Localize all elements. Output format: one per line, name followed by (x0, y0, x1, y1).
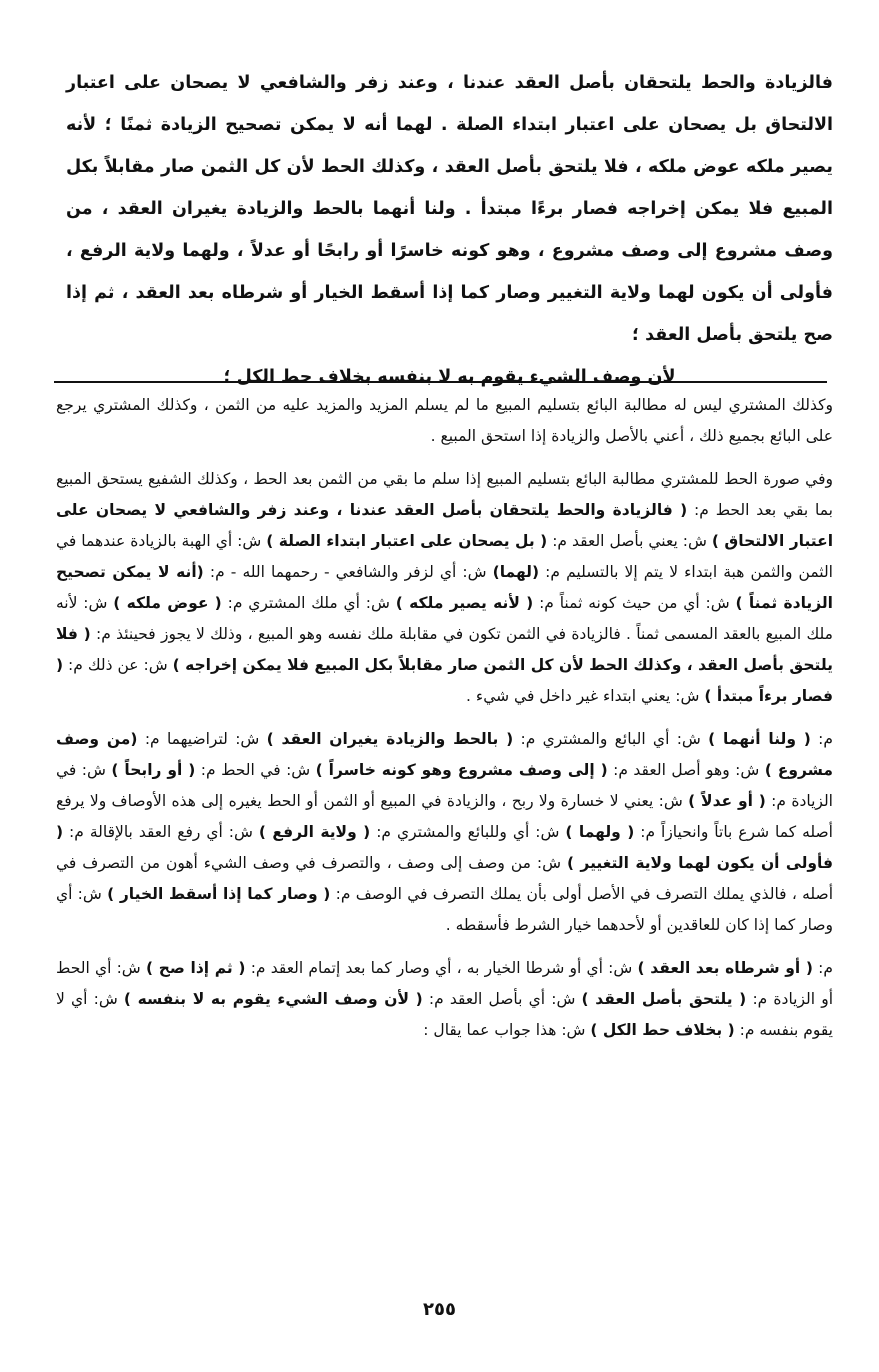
commentary-text: ش: لتراضيهما م: (137, 730, 267, 748)
commentary-line: وكذلك المشتري يرجع على البائع بجميع ذلك ، أعني بالأصل والزيادة إذا استحق المبيع . (56, 396, 833, 445)
quoted-matn: (أنه لا يمكن تصحيح الزيادة ثمناً ) (56, 563, 833, 612)
quoted-matn: ( ثم إذا صح ) (145, 959, 246, 977)
quoted-matn: ( بالحط والزيادة يغيران العقد ) (266, 730, 514, 748)
commentary-text: ش: هذا جواب عما يقال : (423, 1021, 591, 1039)
commentary-text: ش: يعني بأصل العقد م: (547, 532, 712, 550)
main-last-line: لأن وصف الشيء يقوم به لا بنفسه بخلاف حط الكل ؛ (223, 367, 676, 387)
commentary-paragraph-2 (56, 464, 833, 712)
quoted-matn: ( فصار برءاً مبتدأ ) (56, 656, 833, 705)
commentary-text: ش: من وصف إلى وصف ، والتصرف في وصف الشيء أهون من التصرف في أصله ، فالذي يملك التصرف في الأصل أولى بأن يملك التصرف في الوصف م: (56, 854, 834, 903)
quoted-matn: ( بخلاف حط الكل ) (590, 1021, 735, 1039)
quoted-matn: ( وصار كما إذا أسقط الخيار ) (107, 885, 331, 903)
commentary-text: ش: أي وصار كما إذا كان للعاقدين أو لأحدهما خيار الشرط فأسقطه . (56, 885, 833, 934)
quoted-matn: ( أو رابحاً ) (111, 761, 196, 779)
commentary-text: ش: يعني لا خسارة ولا ربح ، والزيادة في المبيع أو الثمن أو الحط يغيره إلى هذه الأوصاف ولا يرفع أصله كما شرع باتاً وانحيازاً م: (56, 792, 833, 841)
quoted-matn: ( أو عدلاً ) (688, 792, 766, 810)
commentary-text: ش: لأنه ملك المبيع بالعقد المسمى ثمناً . فالزيادة في الثمن تكون في مقابلة ملك نفسه وهو المبيع ، وذلك لا يجوز فحينئذ م: (56, 594, 833, 643)
quoted-matn: ( لأن وصف الشيء يقوم به لا بنفسه ) (123, 990, 423, 1008)
quoted-matn: ( بل يصحان على اعتبار ابتداء الصلة ) (266, 532, 548, 550)
commentary-paragraph-3 (56, 724, 833, 941)
commentary (56, 390, 833, 1046)
commentary-text: ش: أي من حيث كونه ثمناً م: (533, 594, 736, 612)
commentary-paragraph-4 (56, 953, 833, 1046)
quoted-matn: ( ولنا أنهما ) (708, 730, 811, 748)
commentary-text: م: (810, 730, 833, 748)
commentary-text: ش: أي الهبة بالزيادة عندهما في الثمن والثمن هبة ابتداء لا يتم إلا بالتسليم م: (56, 532, 833, 581)
separator-rule (54, 381, 827, 383)
commentary-text: ش: أي بأصل العقد م: (422, 990, 582, 1008)
commentary-text: ش: أي أو شرطا الخيار به ، أي وصار كما بعد إتمام العقد م: (245, 959, 638, 977)
quoted-matn: ( فأولى أن يكون لهما ولاية التغيير ) (56, 823, 834, 872)
main-paragraph: فالزيادة والحط يلتحقان بأصل العقد عندنا ، وعند زفر والشافعي لا يصحان على اعتبار الالتحاق بل يصحان على اعتبار ابتداء الصلة . لهما أنه لا يمكن تصحيح الزيادة ثمنًا ؛ لأنه يصير ملكه عوض ملكه ، فلا يلتحق بأصل العقد ، وكذلك الحط لأن كل الثمن صار مقابلاً بكل المبيع فلا يمكن إخراجه فصار برءًا مبتدأ . ولنا أنهما بالحط والزيادة يغيران العقد ، من وصف مشروع إلى وصف مشروع ، وهو كونه خاسرًا أو رابحًا أو عدلاً ، ولهما ولاية الرفع ، فأولى أن يكون لهما ولاية التغيير وصار كما إذا أسقط الخيار أو شرطاه بعد العقد ، ثم إذا صح يلتحق بأصل العقد ؛ (66, 73, 833, 345)
commentary-line: وكذلك المشتري ليس له مطالبة البائع بتسليم المبيع ما لم يسلم المزيد والمزيد عليه من الثمن ، (203, 396, 833, 414)
commentary-text: م: (812, 959, 833, 977)
quoted-matn: ( فلا يلتحق بأصل العقد ، وكذلك الحط لأن كل الثمن صار مقابلاً بكل المبيع فلا يمكن إخراجه ) (56, 625, 833, 674)
quoted-matn: (لهما) (492, 563, 540, 581)
commentary-text: ش: وهو أصل العقد م: (607, 761, 765, 779)
quoted-matn: ( ولهما ) (565, 823, 635, 841)
quoted-matn: ( ولاية الرفع ) (258, 823, 371, 841)
quoted-matn: ( إلى وصف مشروع وهو كونه خاسراً ) (315, 761, 608, 779)
commentary-text: ش: أي ملك المشتري م: (221, 594, 396, 612)
quoted-matn: ( فالزيادة والحط يلتحقان بأصل العقد عندنا ، وعند زفر والشافعي لا يصحان على اعتبار الالتحاق ) (56, 501, 834, 550)
quoted-matn: ( أو شرطاه بعد العقد ) (637, 959, 813, 977)
commentary-text: ش: في الحط م: (195, 761, 316, 779)
quoted-matn: (من وصف مشروع ) (56, 730, 833, 779)
commentary-text: ش: أي الحط أو الزيادة م: (56, 959, 834, 1008)
quoted-matn: ( يلتحق بأصل العقد ) (581, 990, 747, 1008)
commentary-text: ش: أي لزفر والشافعي - رحمهما الله - م: (203, 563, 493, 581)
commentary-text: ش: أي رفع العقد بالإقالة م: (63, 823, 259, 841)
commentary-text: ش: في الزيادة م: (56, 761, 833, 810)
quoted-matn: ( لأنه يصير ملكه ) (395, 594, 534, 612)
commentary-text: ش: يعني ابتداء غير داخل في شيء . (466, 687, 705, 705)
quoted-matn: ( عوض ملكه ) (113, 594, 222, 612)
main-text (66, 62, 833, 398)
commentary-text: ش: عن ذلك م: (63, 656, 173, 674)
commentary-text: ش: أي لا يقوم بنفسه م: (56, 990, 833, 1039)
page-number: ٢٥٥ (423, 1299, 456, 1320)
commentary-text: ش: أي وللبائع والمشتري م: (370, 823, 566, 841)
commentary-paragraph-1 (56, 390, 833, 452)
commentary-text: ش: أي البائع والمشتري م: (513, 730, 709, 748)
commentary-text: وفي صورة الحط للمشتري مطالبة البائع بتسليم المبيع إذا سلم ما بقي من الثمن بعد الحط ، وكذلك الشفيع يستحق المبيع بما بقي بعد الحط م: (56, 470, 833, 519)
